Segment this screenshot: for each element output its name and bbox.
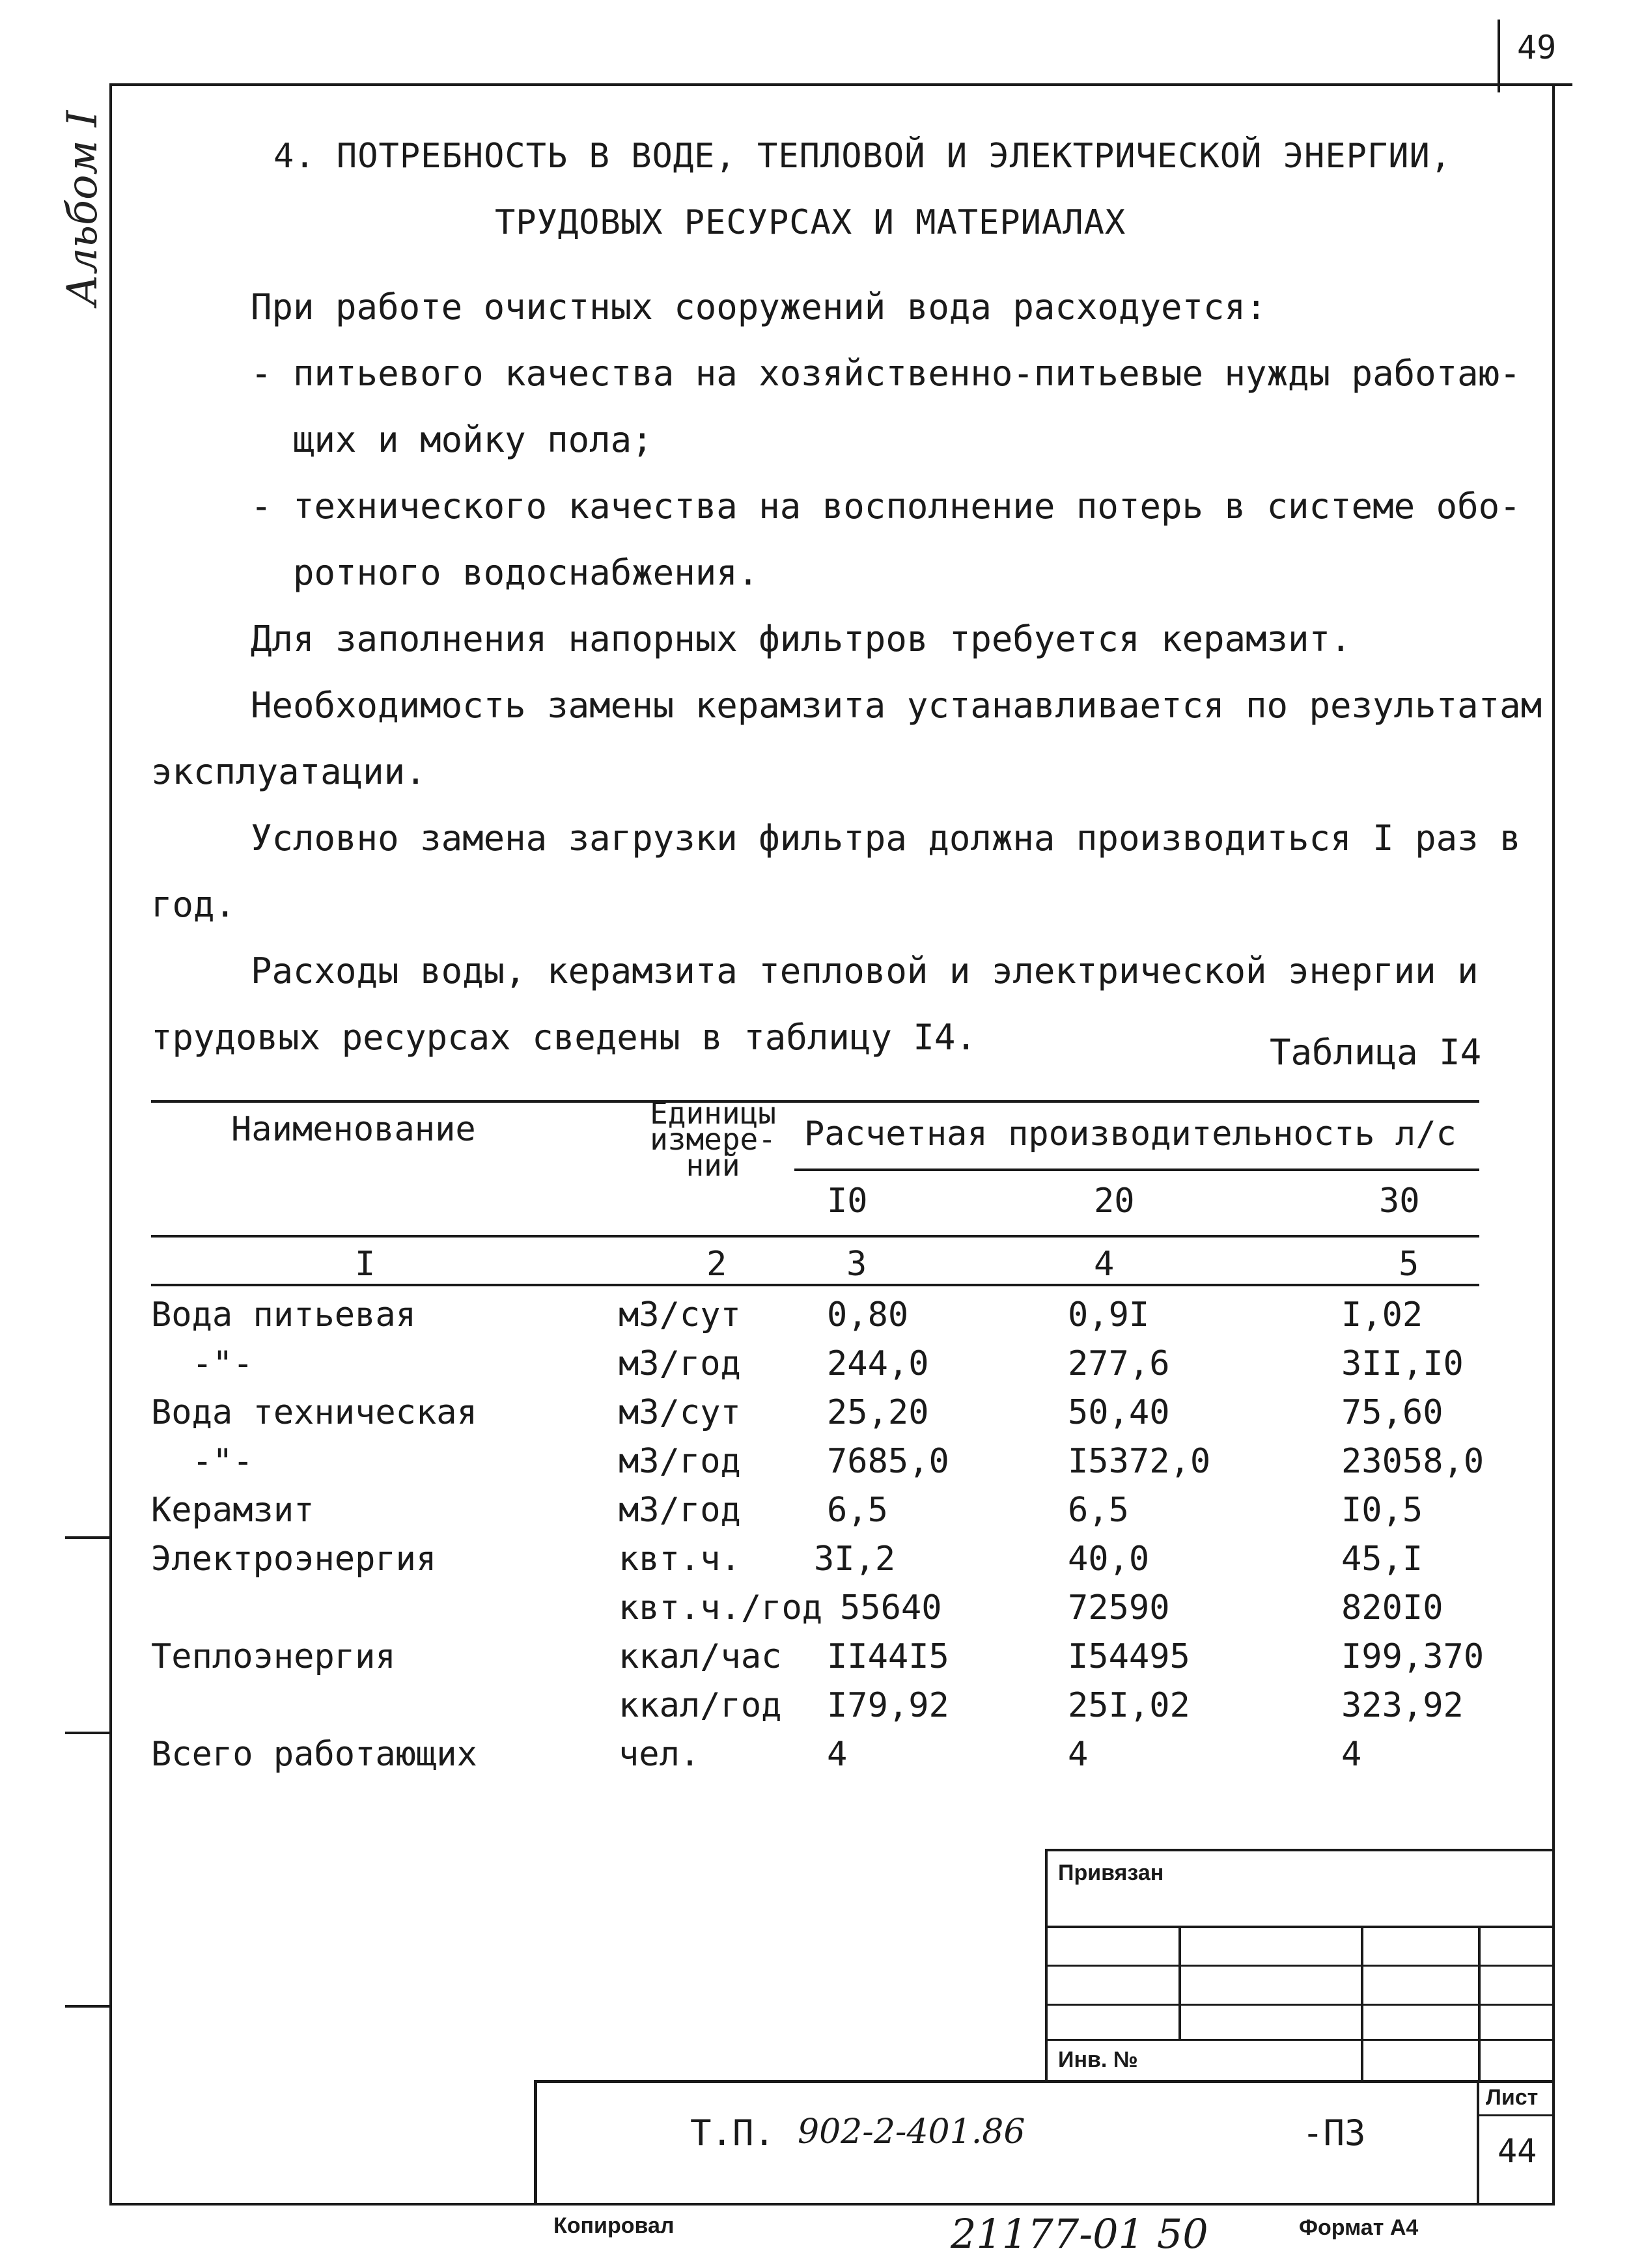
paragraph-1: При работе очистных сооружений вода расходуется:: [251, 286, 1267, 327]
footer-format: Формат А4: [1299, 2215, 1419, 2240]
col-num-5: 5: [1399, 1245, 1419, 1284]
paragraph-6a: Условно замена загрузки фильтра должна производиться I раз в: [251, 818, 1521, 859]
stamp-attached-label: Привязан: [1058, 1860, 1164, 1885]
col-num-1: I: [355, 1245, 376, 1284]
header-capacity: Расчетная производительность л/с: [804, 1114, 1457, 1154]
header-cap-10: I0: [827, 1182, 868, 1221]
side-note: Альбом I: [59, 110, 107, 306]
sheet-label: Лист: [1486, 2085, 1539, 2110]
stamp-inv-label: Инв. №: [1058, 2047, 1138, 2072]
paragraph-5a: Необходимость замены керамзита устанавливается по результатам: [251, 685, 1542, 726]
page-number: 49: [1517, 29, 1557, 66]
section-title-line1: 4. ПОТРЕБНОСТЬ В ВОДЕ, ТЕПЛОВОЙ И ЭЛЕКТРИЧЕСКОЙ ЭНЕРГИИ,: [273, 137, 1452, 176]
paragraph-2b: щих и мойку пола;: [293, 419, 653, 460]
header-name: Наименование: [231, 1110, 476, 1149]
paragraph-3b: ротного водоснабжения.: [293, 552, 759, 593]
paragraph-6b: год.: [151, 884, 236, 925]
header-cap-20: 20: [1094, 1182, 1135, 1221]
col-num-2: 2: [706, 1245, 727, 1284]
doc-suffix: -ПЗ: [1302, 2112, 1366, 2153]
paragraph-5b: эксплуатации.: [151, 751, 426, 792]
paragraph-3a: - технического качества на восполнение потерь в системе обо-: [251, 486, 1521, 527]
header-cap-30: 30: [1379, 1182, 1420, 1221]
col-num-3: 3: [846, 1245, 867, 1284]
sheet-number: 44: [1498, 2132, 1537, 2170]
doc-code: 902-2-401.86: [798, 2112, 1025, 2151]
col-num-4: 4: [1094, 1245, 1115, 1284]
section-title-line2: ТРУДОВЫХ РЕСУРСАХ И МАТЕРИАЛАХ: [495, 203, 1126, 242]
footer-copied: Копировал: [553, 2213, 675, 2238]
footer-order-no: 21177-01 50: [951, 2210, 1208, 2258]
paragraph-7b: трудовых ресурсах сведены в таблицу I4.: [151, 1017, 977, 1058]
paragraph-7a: Расходы воды, керамзита тепловой и электрической энергии и: [251, 950, 1479, 991]
header-units: Единицы измере- ний: [650, 1096, 776, 1183]
paragraph-4: Для заполнения напорных фильтров требуется керамзит.: [251, 618, 1352, 659]
table-caption: Таблица I4: [1270, 1032, 1482, 1073]
paragraph-2a: - питьевого качества на хозяйственно-питьевые нужды работаю-: [251, 353, 1521, 394]
doc-prefix: Т.П.: [690, 2112, 775, 2153]
